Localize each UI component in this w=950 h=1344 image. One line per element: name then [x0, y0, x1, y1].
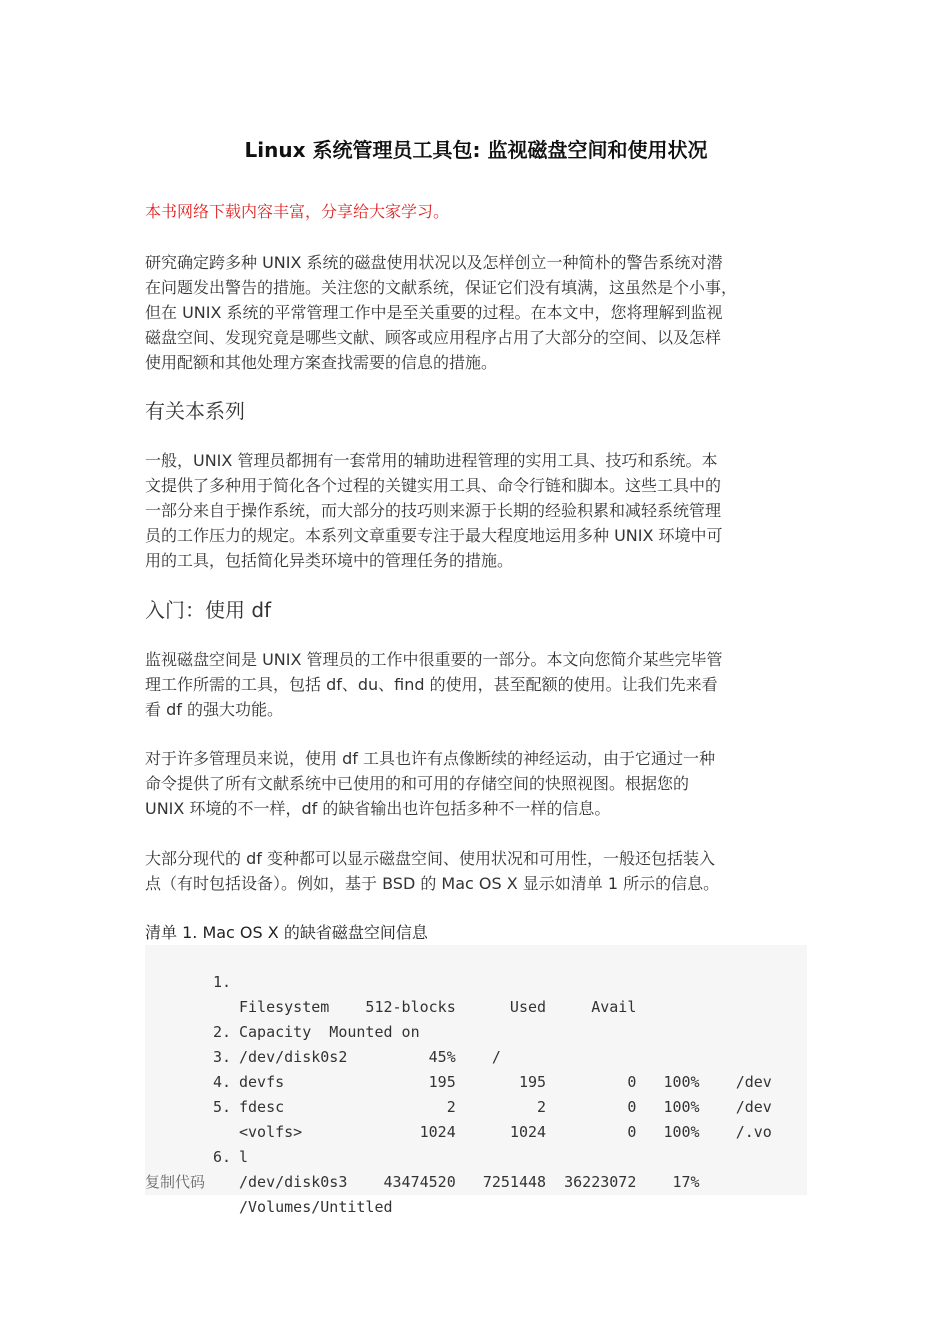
code-text: Capacity Mounted on: [239, 1023, 420, 1041]
text-line: 看 df 的强大功能。: [145, 700, 283, 719]
df-paragraph-2: [145, 746, 807, 821]
line-number: 1.: [212, 973, 231, 991]
series-paragraph: [145, 448, 807, 573]
df-paragraph-3: [145, 846, 807, 896]
line-number: 5.: [212, 1098, 231, 1116]
line-number: 3.: [212, 1048, 231, 1066]
text-line: 在问题发出警告的措施。关注您的文献系统，保证它们没有填满，这虽然是个小事，: [145, 278, 738, 297]
intro-paragraph: [145, 250, 807, 375]
copy-code-link[interactable]: 复制代码: [145, 1173, 206, 1191]
df-paragraph-1: [145, 647, 807, 722]
code-text: /dev/disk0s3 43474520 7251448 36223072 17%: [239, 1173, 700, 1191]
section-heading-series: 有关本系列: [145, 399, 245, 423]
line-number: 6.: [212, 1148, 231, 1166]
section-heading-df: 入门：使用 df: [145, 598, 272, 622]
text-line: 一部分来自于操作系统，而大部分的技巧则来源于长期的经验积累和减轻系统管理: [145, 501, 722, 520]
code-text: devfs 195 195 0 100% /dev: [239, 1073, 772, 1091]
text-line: 点（有时包括设备）。例如，基于 BSD 的 Mac OS X 显示如清单 1 所示的信息。: [145, 874, 720, 893]
code-line: [145, 945, 807, 1016]
text-line: 一般，UNIX 管理员都拥有一套常用的辅助进程管理的实用工具、技巧和系统。本: [145, 451, 718, 470]
code-block: [145, 945, 807, 1216]
text-line: 研究确定跨多种 UNIX 系统的磁盘使用状况以及怎样创立一种简朴的警告系统对潜: [145, 253, 723, 272]
text-line: 大部分现代的 df 变种都可以显示磁盘空间、使用状况和可用性，一般还包括装入: [145, 849, 715, 868]
code-text: Filesystem 512-blocks Used Avail: [239, 998, 637, 1016]
text-line: 文提供了多种用于简化各个过程的关键实用工具、命令行链和脚本。这些工具中的: [145, 476, 722, 495]
line-number: 4.: [212, 1073, 231, 1091]
code-text: fdesc 2 2 0 100% /dev: [239, 1098, 772, 1116]
download-notice: 本书网络下载内容丰富，分享给大家学习。: [145, 202, 450, 221]
document-title: Linux 系统管理员工具包: 监视磁盘空间和使用状况: [244, 138, 708, 162]
listing-caption: 清单 1. Mac OS X 的缺省磁盘空间信息: [145, 923, 428, 942]
text-line: 但在 UNIX 系统的平常管理工作中是至关重要的过程。在本文中，您将理解到监视: [145, 303, 723, 322]
code-text: /Volumes/Untitled: [239, 1198, 393, 1216]
text-line: UNIX 环境的不一样，df 的缺省输出也许包括多种不一样的信息。: [145, 799, 611, 818]
text-line: 员的工作压力的规定。本系列文章重要专注于最大程度地运用多种 UNIX 环境中可: [145, 526, 723, 545]
code-text: l: [239, 1148, 249, 1166]
text-line: 监视磁盘空间是 UNIX 管理员的工作中很重要的一部分。本文向您简介某些完毕管: [145, 650, 723, 669]
text-line: 磁盘空间、发现究竟是哪些文献、顾客或应用程序占用了大部分的空间、以及怎样: [145, 328, 722, 347]
text-line: 理工作所需的工具，包括 df、du、find 的使用，甚至配额的使用。让我们先来看: [145, 675, 718, 694]
text-line: 对于许多管理员来说，使用 df 工具也许有点像断续的神经运动，由于它通过一种: [145, 749, 715, 768]
line-number: 2.: [212, 1023, 231, 1041]
text-line: 使用配额和其他处理方案查找需要的信息的措施。: [145, 353, 498, 372]
code-text: /dev/disk0s2 45% /: [239, 1048, 501, 1066]
text-line: 命令提供了所有文献系统中已使用的和可用的存储空间的快照视图。根据您的: [145, 774, 690, 793]
text-line: 用的工具，包括简化异类环境中的管理任务的措施。: [145, 551, 514, 570]
code-text: <volfs> 1024 1024 0 100% /.vo: [239, 1123, 772, 1141]
